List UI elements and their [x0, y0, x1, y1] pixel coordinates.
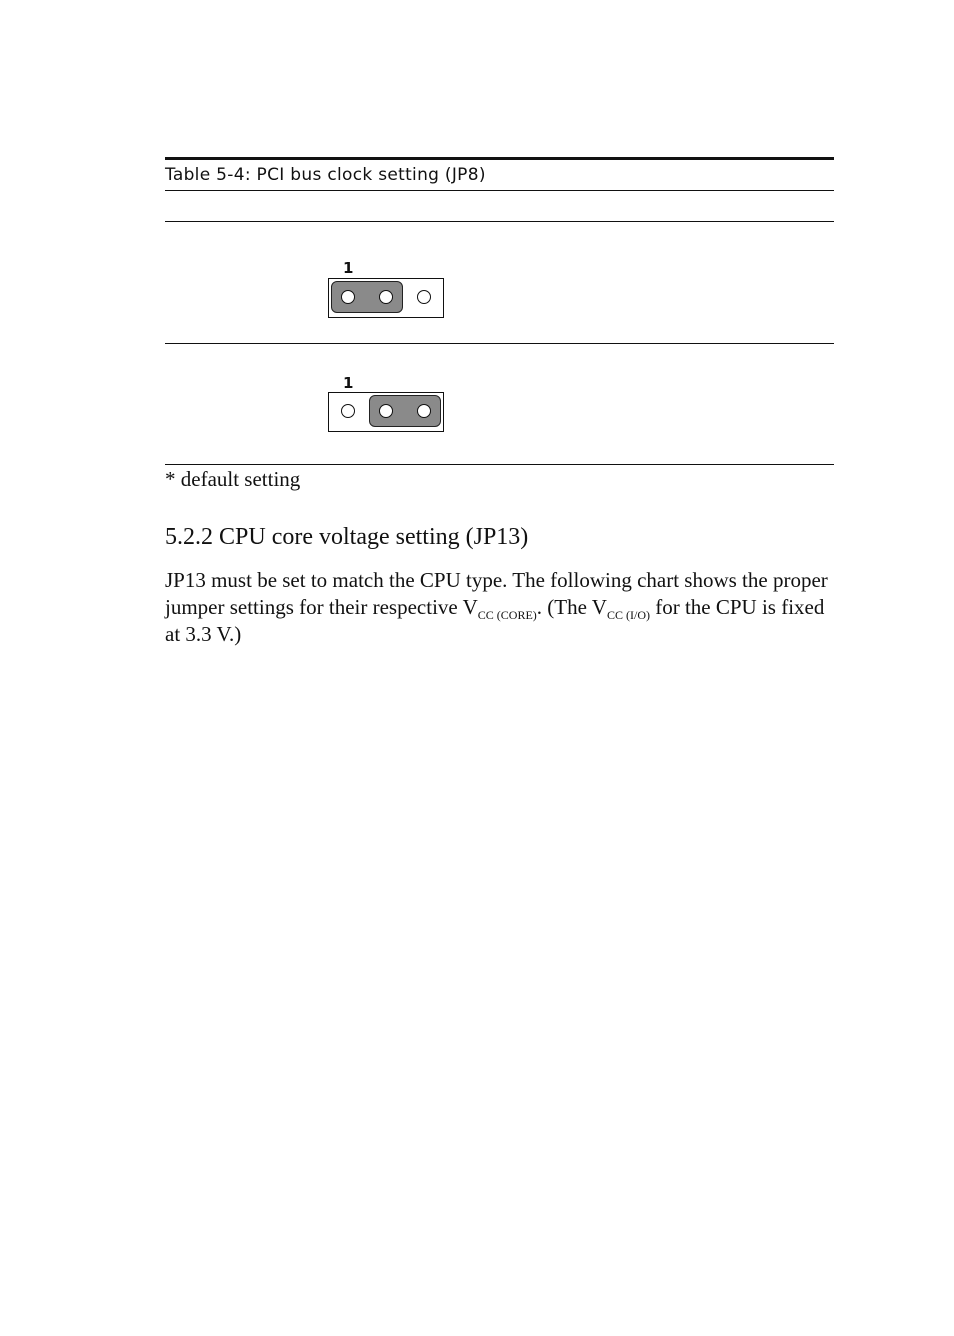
section-heading: 5.2.2 CPU core voltage setting (JP13)	[165, 524, 529, 550]
vcc-core-subscript: CC (CORE)	[477, 608, 537, 622]
pin-one-label: 1	[343, 259, 354, 277]
jumper-diagram-1-2	[328, 278, 444, 318]
paragraph-text: . (The V	[536, 595, 607, 619]
jumper-pin-1	[341, 290, 355, 304]
paragraph-text: JP13 must be set to match the CPU type. The following chart shows the proper jumper settings for their respective V	[165, 568, 828, 619]
table-caption: Table 5-4: PCI bus clock setting (JP8)	[165, 165, 486, 185]
table-top-rule	[165, 157, 834, 160]
table-footnote: * default setting	[165, 467, 301, 491]
table-row-rule	[165, 221, 834, 222]
jumper-pin-3	[417, 404, 431, 418]
jumper-pin-3	[417, 290, 431, 304]
jumper-diagram-2-3	[328, 392, 444, 432]
table-bottom-rule	[165, 464, 834, 465]
jumper-pin-2	[379, 404, 393, 418]
paragraph-text: for the CPU is fixed at 3.3 V.)	[165, 595, 825, 646]
vcc-io-subscript: CC (I/O)	[606, 608, 650, 622]
table-header-rule	[165, 190, 834, 191]
pin-one-label: 1	[343, 374, 354, 392]
table-row-rule	[165, 343, 834, 344]
jumper-pin-1	[341, 404, 355, 418]
section-paragraph	[165, 567, 837, 648]
jumper-pin-2	[379, 290, 393, 304]
